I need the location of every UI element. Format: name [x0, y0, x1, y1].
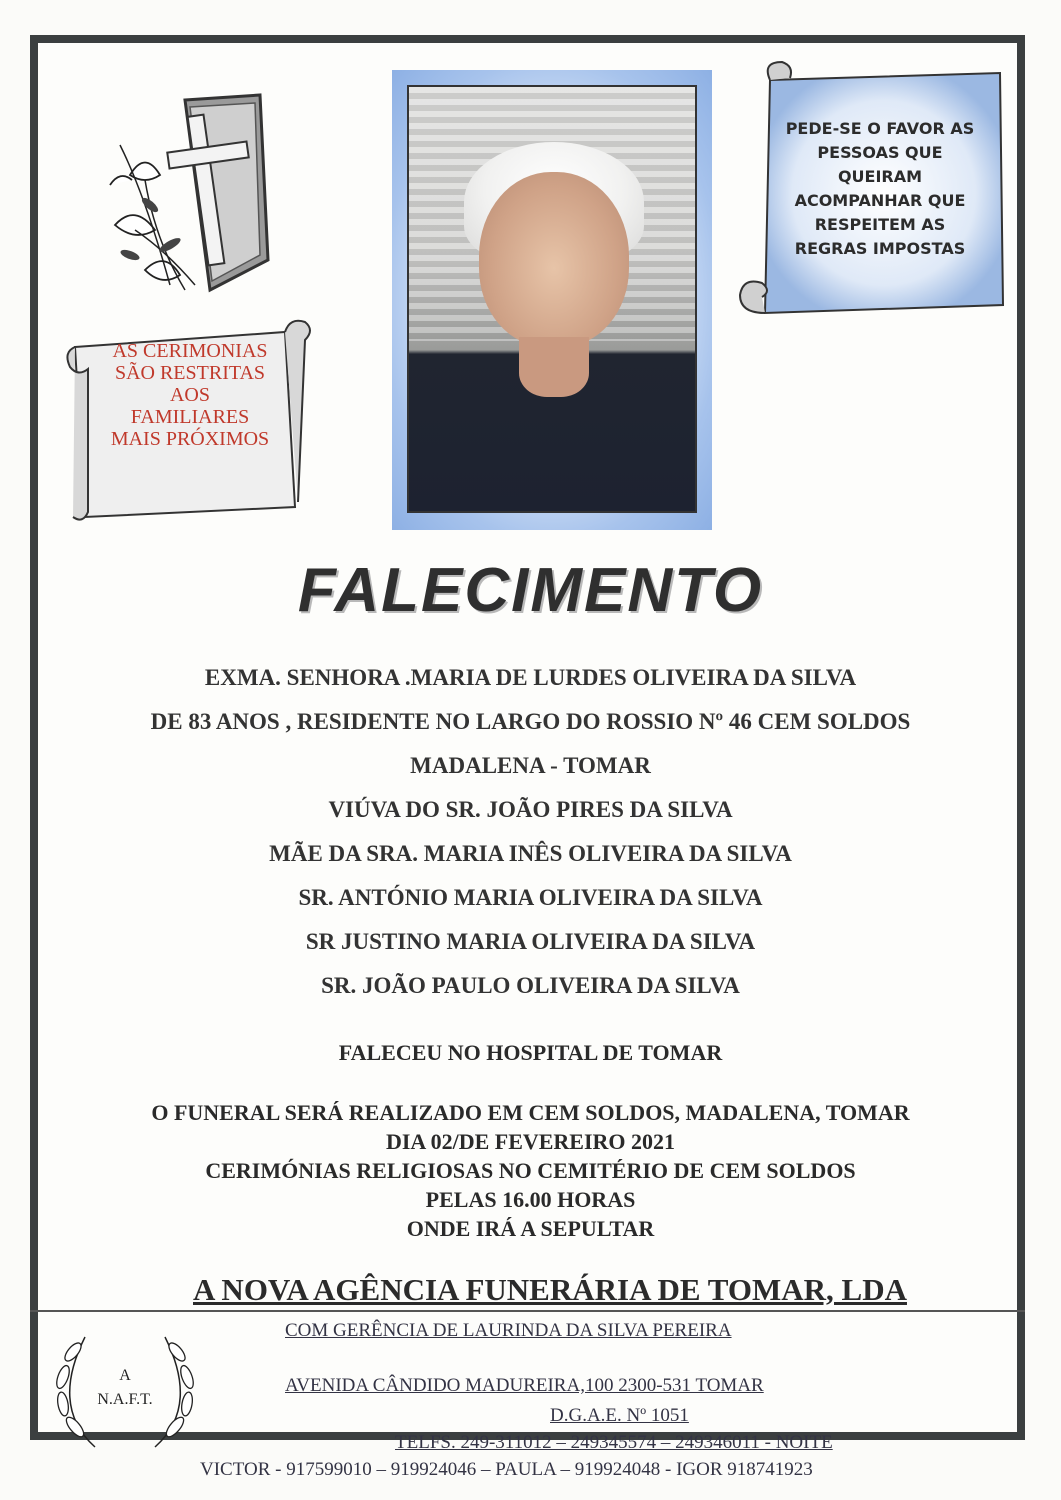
agency-address: AVENIDA CÂNDIDO MADUREIRA,100 2300-531 TOMAR	[285, 1375, 764, 1396]
detail-line: MÃE DA SRA. MARIA INÊS OLIVEIRA DA SILVA	[269, 841, 792, 866]
agency-phones: TELFS. 249-311012 – 249345574 – 249346011 - NOITE	[395, 1432, 833, 1453]
funeral-line: ONDE IRÁ A SEPULTAR	[406, 1216, 655, 1241]
respect-rules-scroll	[735, 55, 1010, 320]
notice-title: FALECIMENTO	[297, 556, 764, 625]
funeral-line: DIA 02/DE FEVEREIRO 2021	[385, 1129, 676, 1154]
detail-line: SR. JOÃO PAULO OLIVEIRA DA SILVA	[321, 973, 740, 998]
detail-line: DE 83 ANOS , RESIDENTE NO LARGO DO ROSSIO Nº 46 CEM SOLDOS	[150, 709, 911, 734]
agency-name: A NOVA AGÊNCIA FUNERÁRIA DE TOMAR, LDA	[193, 1272, 907, 1307]
agency-mobiles: VICTOR - 917599010 – 919924046 – PAULA – 919924048 - IGOR 918741923	[200, 1459, 813, 1480]
respect-rules-text: PEDE-SE O FAVOR AS PESSOAS QUE QUEIRAM ACOMPANHAR QUE RESPEITEM AS REGRAS IMPOSTAS	[785, 119, 975, 258]
detail-line: SR. ANTÓNIO MARIA OLIVEIRA DA SILVA	[298, 885, 763, 910]
deceased-details	[0, 660, 1061, 1012]
funeral-line: CERIMÓNIAS RELIGIOSAS NO CEMITÉRIO DE CEM SOLDOS	[205, 1158, 856, 1183]
portrait-frame	[392, 70, 712, 530]
restricted-ceremonies-scroll	[60, 312, 315, 527]
agency-license: D.G.A.E. Nº 1051	[550, 1405, 689, 1426]
funeral-line: PELAS 16.00 HORAS	[425, 1187, 636, 1212]
detail-line: EXMA. SENHORA .MARIA DE LURDES OLIVEIRA DA SILVA	[204, 665, 857, 690]
logo-bottom-text: N.A.F.T.	[97, 1391, 153, 1408]
agency-management: COM GERÊNCIA DE LAURINDA DA SILVA PEREIRA	[285, 1320, 732, 1341]
funeral-line: O FUNERAL SERÁ REALIZADO EM CEM SOLDOS, MADALENA, TOMAR	[151, 1100, 910, 1125]
death-location: FALECEU NO HOSPITAL DE TOMAR	[338, 1040, 723, 1065]
laurel-wreath-icon	[45, 1322, 205, 1462]
restricted-ceremonies-text: AS CERIMONIAS SÃO RESTRITAS AOS FAMILIARES MAIS PRÓXIMOS	[110, 340, 270, 450]
divider	[30, 1310, 1025, 1312]
detail-line: SR JUSTINO MARIA OLIVEIRA DA SILVA	[305, 929, 756, 954]
portrait-photo	[407, 85, 697, 513]
logo-top-text: A	[119, 1367, 131, 1384]
detail-line: MADALENA - TOMAR	[410, 753, 651, 778]
funeral-info	[0, 1098, 1061, 1243]
cross-lily-icon	[90, 85, 280, 310]
detail-line: VIÚVA DO SR. JOÃO PIRES DA SILVA	[328, 797, 733, 822]
